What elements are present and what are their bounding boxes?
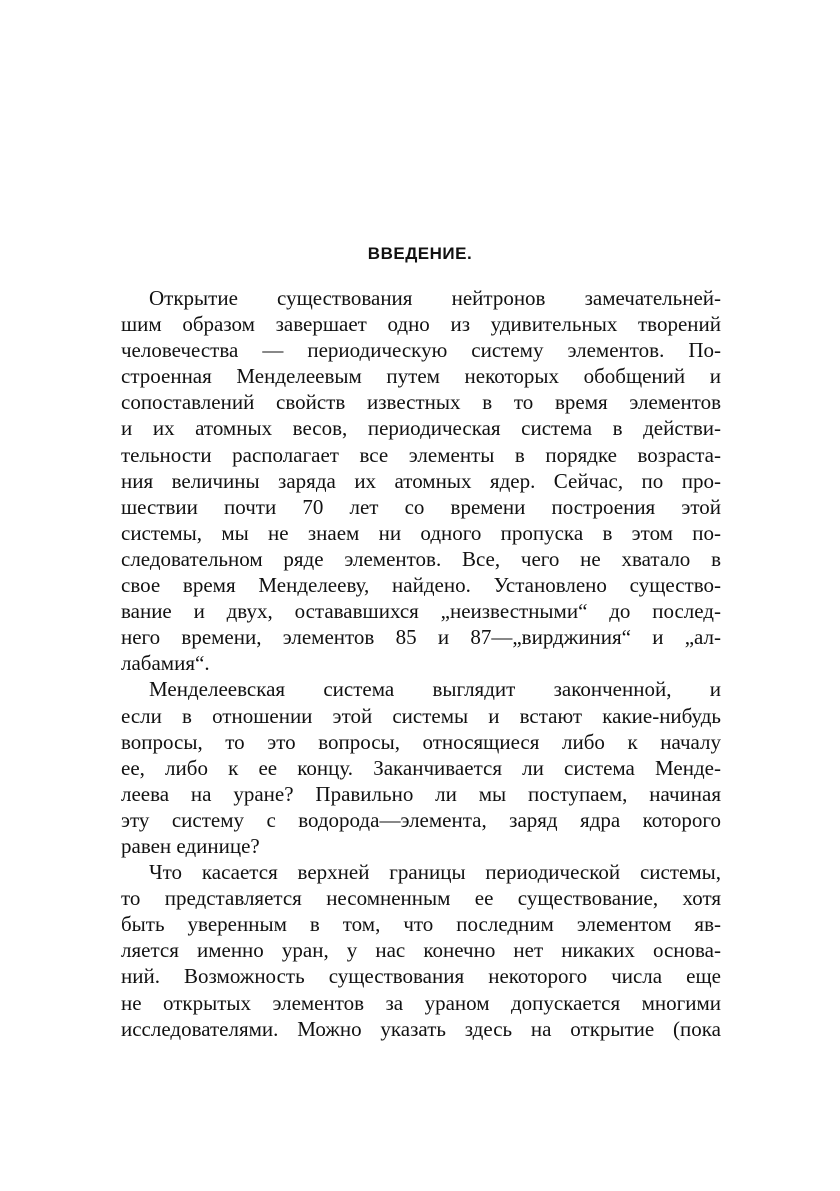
text-line: Менделеевская система выглядит законченной, и	[149, 677, 721, 702]
text-line: лабамия“.	[121, 651, 210, 676]
text-line: леева на уране? Правильно ли мы поступаем, начиная	[121, 781, 721, 806]
text-line: шествии почти 70 лет со времени построения этой	[121, 494, 721, 519]
text-line: ний. Возможность существования некоторого числа еще	[121, 964, 721, 989]
text-line: тельности располагает все элементы в порядке возраста-	[121, 442, 721, 467]
paragraph-2	[121, 676, 721, 859]
text-line: Открытие существования нейтронов замечательней-	[149, 286, 721, 310]
text-line: ее, либо к ее концу. Заканчивается ли система Менде-	[121, 755, 721, 780]
text-line: него времени, элементов 85 и 87—„вирджиния“ и „ал-	[121, 625, 721, 650]
text-line: системы, мы не знаем ни одного пропуска в этом по-	[121, 520, 721, 545]
text-line: не открытых элементов за ураном допускается многими	[121, 990, 721, 1015]
page-heading: ВВЕДЕНИЕ.	[367, 244, 473, 263]
text-line: строенная Менделеевым путем некоторых обобщений и	[121, 364, 721, 389]
text-line: и их атомных весов, периодическая система в действи-	[121, 416, 721, 441]
text-line: вопросы, то это вопросы, относящиеся либо к началу	[121, 729, 721, 754]
text-line: эту систему с водорода—элемента, заряд ядра которого	[121, 807, 721, 832]
text-line: ляется именно уран, у нас конечно нет никаких основа-	[121, 938, 721, 963]
text-line: шим образом завершает одно из удивительных творений	[121, 312, 721, 337]
text-line: следовательном ряде элементов. Все, чего не хватало в	[121, 546, 721, 571]
text-line: ния величины заряда их атомных ядер. Сейчас, по про-	[121, 468, 721, 493]
text-line: Что касается верхней границы периодической системы,	[149, 860, 721, 885]
text-line: сопоставлений свойств известных в то время элементов	[121, 390, 721, 415]
body-text	[121, 285, 721, 1042]
text-line: то представляется несомненным ее существование, хотя	[121, 886, 721, 911]
paragraph-3	[121, 859, 721, 1042]
text-line: исследователями. Можно указать здесь на открытие (пока	[121, 1016, 721, 1041]
text-line: человечества — периодическую систему элементов. По-	[121, 338, 721, 363]
text-line: вание и двух, остававшихся „неизвестными“ до послед-	[121, 599, 721, 624]
paragraph-1	[121, 285, 721, 676]
text-line: свое время Менделееву, найдено. Установлено существо-	[121, 573, 721, 598]
text-line: быть уверенным в том, что последним элементом яв-	[121, 912, 721, 937]
text-line: равен единице?	[121, 833, 260, 858]
text-line: если в отношении этой системы и встают какие-нибудь	[121, 703, 721, 728]
